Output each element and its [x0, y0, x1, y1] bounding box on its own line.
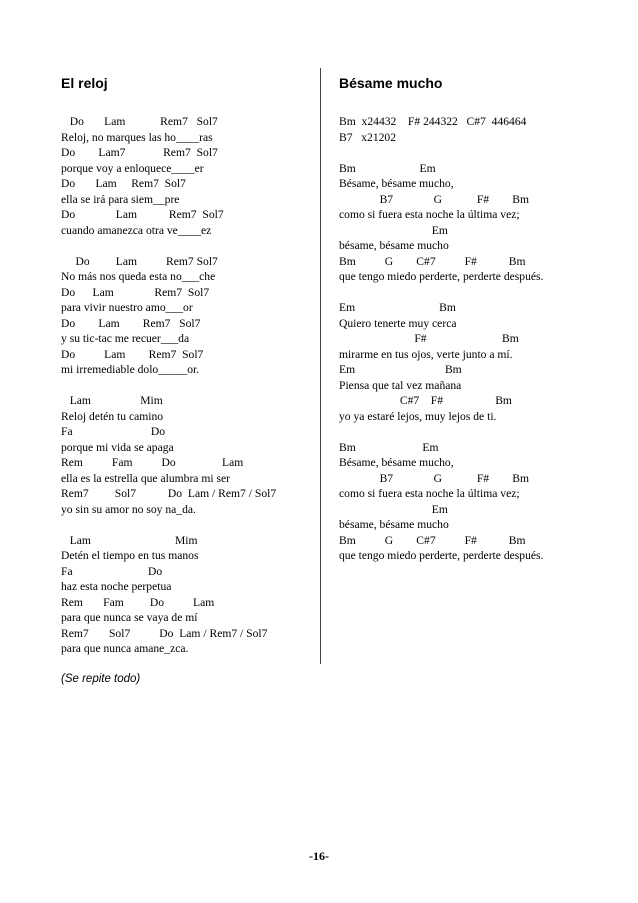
song-title: Bésame mucho [339, 75, 443, 91]
lyric-line: B7 G F# Bm [339, 192, 530, 206]
lyric-line: Quiero tenerte muy cerca [339, 316, 457, 330]
lyric-line: Rem7 Sol7 Do Lam / Rem7 / Sol7 [61, 487, 277, 500]
lyric-line: que tengo miedo perderte, perderte después. [339, 549, 544, 562]
lyric-line: Do Lam Rem7 Sol7 [61, 254, 218, 268]
lyric-line: bésame, bésame mucho [339, 239, 449, 252]
lyric-line: Bm Em [339, 440, 439, 454]
lyric-line: Em [339, 502, 448, 516]
lyric-line: Rem Fam Do Lam [61, 595, 215, 609]
lyric-line: Do Lam Rem7 Sol7 [61, 208, 224, 221]
lyric-line: Do Lam Rem7 Sol7 [61, 177, 186, 190]
stanza-gap [339, 285, 609, 301]
song-el-reloj [61, 74, 311, 688]
lyric-line: Rem7 Sol7 Do Lam / Rem7 / Sol7 [61, 626, 268, 640]
lyric-line: Lam Mim [61, 394, 163, 407]
lyric-line: No más nos queda esta no___che [61, 270, 216, 283]
page-number: -16- [309, 849, 329, 863]
lyric-line: Em Bm [339, 363, 462, 376]
stanza-gap [61, 657, 311, 673]
lyric-line: Do Lam Rem7 Sol7 [61, 316, 201, 330]
lyric-line: Em Bm [339, 301, 456, 314]
lyric-line: que tengo miedo perderte, perderte después. [339, 270, 544, 283]
lyric-line: bésame, bésame mucho [339, 518, 449, 531]
lyric-line: Reloj detén tu camino [61, 409, 164, 423]
lyric-line: cuando amanezca otra ve____ez [61, 223, 212, 237]
lyric-line: B7 x21202 [339, 130, 397, 144]
repeat-note: (Se repite todo) [61, 673, 141, 685]
lyric-line: Bm G C#7 F# Bm [339, 533, 526, 547]
lyric-line: Bésame, bésame mucho, [339, 456, 454, 469]
lyric-line: F# Bm [339, 332, 519, 345]
lyric-line: haz esta noche perpetua [61, 580, 172, 593]
lyric-line: Bm Em [339, 161, 436, 175]
lyric-line: y su tic-tac me recuer___da [61, 332, 190, 345]
stanza-gap [339, 424, 609, 440]
lyric-line: Bm x24432 F# 244322 C#7 446464 [339, 115, 527, 128]
lyric-line: Reloj, no marques las ho____ras [61, 130, 213, 144]
lyric-line: C#7 F# Bm [339, 394, 512, 407]
lyric-line: Fa Do [61, 564, 163, 578]
lyric-line: Detén el tiempo en tus manos [61, 549, 199, 562]
lyric-line: para vivir nuestro amo___or [61, 301, 193, 314]
lyric-line: para que nunca se vaya de mí [61, 611, 198, 624]
lyric-line: ella es la estrella que alumbra mi ser [61, 471, 231, 485]
song-title: El reloj [61, 75, 108, 91]
lyric-line: Bm G C#7 F# Bm [339, 254, 526, 268]
lyric-line: como si fuera esta noche la última vez; [339, 208, 520, 221]
lyric-line: ella se irá para siem__pre [61, 192, 180, 206]
lyric-line: yo ya estaré lejos, muy lejos de ti. [339, 409, 497, 423]
lyric-line: Do Lam7 Rem7 Sol7 [61, 146, 218, 159]
lyric-line: Do Lam Rem7 Sol7 [61, 115, 218, 128]
stanza-gap [339, 145, 609, 161]
stanza-gap [61, 238, 311, 254]
lyric-line: Lam Mim [61, 533, 198, 547]
stanza-gap [61, 378, 311, 394]
lyric-line: Do Lam Rem7 Sol7 [61, 285, 210, 299]
lyric-line: Bésame, bésame mucho, [339, 177, 454, 190]
song-besame-mucho [339, 74, 609, 564]
song-lyrics [339, 114, 609, 564]
lyric-line: como si fuera esta noche la última vez; [339, 487, 520, 500]
lyric-line: yo sin su amor no soy na_da. [61, 502, 196, 516]
column-divider [320, 68, 321, 664]
lyric-line: mi irremediable dolo_____or. [61, 363, 200, 376]
lyric-line: Fa Do [61, 425, 166, 438]
lyric-line: porque mi vida se apaga [61, 440, 174, 454]
song-lyrics [61, 114, 311, 672]
lyric-line: mirarme en tus ojos, verte junto a mí. [339, 347, 513, 361]
lyric-line: para que nunca amane_zca. [61, 642, 189, 655]
stanza-gap [61, 517, 311, 533]
lyric-line: Em [339, 223, 448, 237]
lyric-line: porque voy a enloquece____er [61, 161, 204, 175]
lyric-line: Piensa que tal vez mañana [339, 378, 462, 392]
lyric-line: Rem Fam Do Lam [61, 456, 244, 469]
lyric-line: Do Lam Rem7 Sol7 [61, 347, 204, 361]
lyric-line: B7 G F# Bm [339, 471, 530, 485]
